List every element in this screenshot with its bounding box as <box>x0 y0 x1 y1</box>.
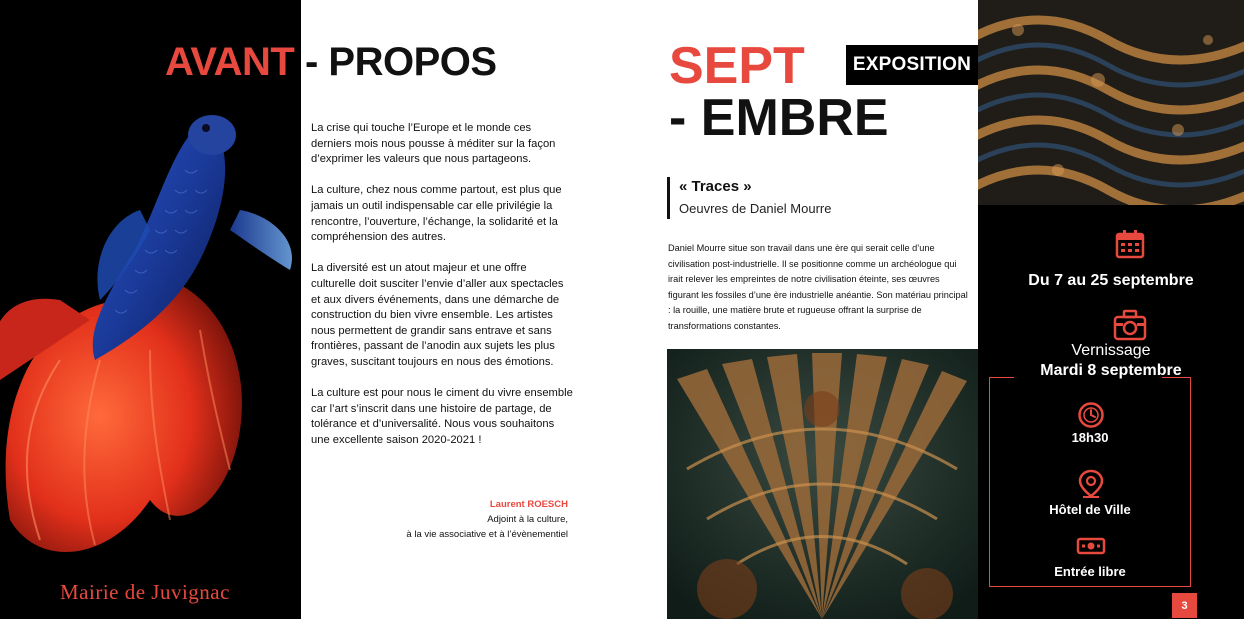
exposition-tag: EXPOSITION <box>846 45 978 85</box>
event-time: 18h30 <box>1071 430 1109 445</box>
artwork-image-fan <box>667 349 978 619</box>
betta-fish-image <box>0 0 301 619</box>
clock-icon <box>1077 401 1105 429</box>
event-subtitle: Oeuvres de Daniel Mourre <box>679 201 832 216</box>
event-heading <box>667 177 831 219</box>
signature <box>360 497 568 542</box>
event-details-box <box>989 377 1191 587</box>
artwork-fan-illustration <box>667 349 978 619</box>
camera-icon <box>1113 309 1147 341</box>
mairie-brand: Mairie de Juvignac <box>60 580 230 604</box>
calendar-icon <box>1115 229 1145 259</box>
ticket-icon <box>1076 537 1106 555</box>
artwork-image-top <box>978 0 1244 205</box>
page-title-avant-propos <box>165 40 497 85</box>
vernissage-label: Vernissage <box>1071 342 1151 359</box>
month-title-line1: SEPT <box>669 37 805 95</box>
signature-role: à la vie associative et à l’évènementiel <box>406 529 568 540</box>
betta-fish-illustration <box>0 0 301 619</box>
event-description: Daniel Mourre situe son travail dans une ère qui serait celle d’une civilisation post-industrielle. Il se positionne comme un archéologue qui irait relever les empreintes de notre civilisation éteinte, ses œuvres figurant les fossiles d’une ère industrielle anéantie. Son matériau principal : la rouille, une matière brute et rugueuse offrant la surprise de transformations constantes. <box>668 243 968 331</box>
intro-paragraph: La culture est pour nous le ciment du vivre ensemble car l’art s’inscrit dans une histoire de partage, de tolérance et d’universalité. Nous vous souhaitons une excellente saison 2020-2021 ! <box>311 387 573 446</box>
intro-text <box>311 121 573 464</box>
signature-name: Laurent ROESCH <box>489 499 568 510</box>
page-number: 3 <box>1172 593 1197 618</box>
month-title-line2: - EMBRE <box>669 89 889 147</box>
title-accent: AVANT <box>165 40 295 84</box>
intro-paragraph: La crise qui touche l’Europe et le monde ces derniers mois nous pousse à méditer sur la façon d’exprimer les valeurs que nous partageons. <box>311 122 556 166</box>
intro-paragraph: La diversité est un atout majeur et une offre culturelle doit susciter l’envie d’aller aux spectacles et aux divers événements, dans une démarche de construction du bien vivre ensemble. Les artistes nous permettent de grandir sans entrave et sans frontières, passant de l’anodin aux sujets les plus graves, suscitant toujours en nous des émotions. <box>311 262 564 368</box>
vernissage-date: Mardi 8 septembre <box>1040 362 1182 379</box>
right-page <box>640 0 1244 619</box>
event-info-panel <box>978 205 1244 619</box>
event-place: Hôtel de Ville <box>1049 502 1131 517</box>
event-dates: Du 7 au 25 septembre <box>1028 272 1194 289</box>
artwork-top-illustration <box>978 0 1244 205</box>
location-pin-icon <box>1078 469 1104 499</box>
signature-role: Adjoint à la culture, <box>487 514 568 525</box>
event-title: « Traces » <box>679 178 752 195</box>
title-rest: - PROPOS <box>294 40 497 84</box>
intro-paragraph: La culture, chez nous comme partout, est plus que jamais un outil indispensable car elle privilégie la rencontre, l’ouverture, l’échange, la solidarité et la compréhension des autres. <box>311 184 562 244</box>
event-price: Entrée libre <box>1054 564 1126 579</box>
